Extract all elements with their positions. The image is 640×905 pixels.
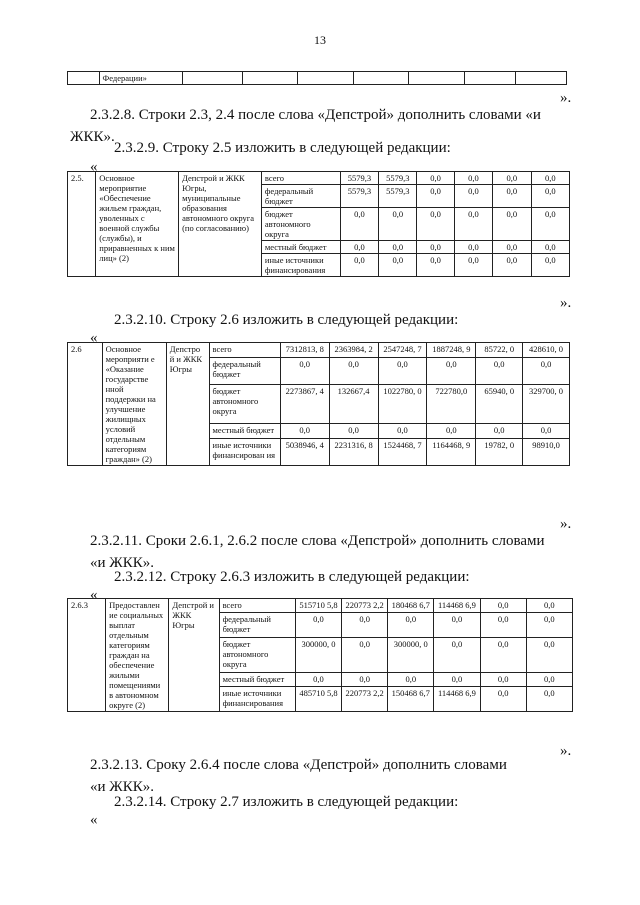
table-row <box>68 599 573 613</box>
value-cell: 0,0 <box>340 254 378 277</box>
value-cell: 0,0 <box>493 241 531 254</box>
value-cell: 0,0 <box>493 254 531 277</box>
funding-source-cell: иные источники финансирования <box>219 687 295 712</box>
value-cell: 0,0 <box>523 423 570 438</box>
closing-quote: ». <box>560 743 572 759</box>
value-cell: 220773 2,2 <box>342 687 388 712</box>
opening-quote: « <box>90 159 98 175</box>
value-cell: 5579,3 <box>340 172 378 185</box>
value-cell: 0,0 <box>342 673 388 687</box>
value-cell: 0,0 <box>454 208 492 241</box>
value-cell: 2363984, 2 <box>329 343 378 358</box>
table-row-2-5 <box>67 171 570 277</box>
value-cell: 65940, 0 <box>476 385 523 424</box>
paragraph-2-3-2-11: 2.3.2.11. Сроки 2.6.1, 2.6.2 после слова «Депстрой» дополнить словами «и ЖКК». <box>90 533 545 571</box>
executor-cell: Депстро й и ЖКК Югры <box>166 343 209 466</box>
value-cell: 0,0 <box>417 254 454 277</box>
value-cell: 0,0 <box>434 612 480 637</box>
value-cell: 0,0 <box>454 254 492 277</box>
value-cell: 300000, 0 <box>295 637 341 673</box>
value-cell: 5038946, 4 <box>280 439 329 466</box>
page-number: 13 <box>314 33 326 47</box>
value-cell: 1887248, 9 <box>427 343 476 358</box>
funding-source-cell: местный бюджет <box>219 673 295 687</box>
value-cell: 0,0 <box>417 172 454 185</box>
value-cell: 0,0 <box>280 423 329 438</box>
paragraph-2-3-2-10: 2.3.2.10. Строку 2.6 изложить в следующей редакции: <box>114 312 459 328</box>
table-row-2-6-3 <box>67 598 573 712</box>
value-cell: 220773 2,2 <box>342 599 388 613</box>
value-cell: 0,0 <box>379 208 417 241</box>
value-cell: 0,0 <box>342 612 388 637</box>
value-cell: 5579,3 <box>379 172 417 185</box>
row-number-cell: 2.6 <box>68 343 103 466</box>
value-cell: 0,0 <box>280 358 329 385</box>
value-cell: 0,0 <box>295 612 341 637</box>
value-cell: 132667,4 <box>329 385 378 424</box>
value-cell: 300000, 0 <box>388 637 434 673</box>
value-cell: 0,0 <box>480 637 526 673</box>
funding-source-cell: местный бюджет <box>209 423 280 438</box>
paragraph-2-3-2-8: 2.3.2.8. Строки 2.3, 2.4 после слова «Депстрой» дополнить словами «и ЖКК». <box>70 107 541 145</box>
value-cell: 0,0 <box>476 423 523 438</box>
funding-source-cell: иные источники финансирования <box>261 254 340 277</box>
value-cell: 0,0 <box>378 358 427 385</box>
measure-name-cell: Предоставлен ие социальных выплат отдельным категориям граждан на обеспечение жилыми помещениями в автономном округе (2) <box>106 599 169 712</box>
table-row <box>68 343 570 358</box>
value-cell: 0,0 <box>434 673 480 687</box>
value-cell: 0,0 <box>388 673 434 687</box>
value-cell: 0,0 <box>329 358 378 385</box>
table-cell: Федерации» <box>99 72 183 85</box>
value-cell: 722780,0 <box>427 385 476 424</box>
value-cell: 0,0 <box>493 185 531 208</box>
measure-name-cell: Основное мероприятие «Обеспечение жильем граждан, уволенных с военной службы (службы), и приравненных к ним лиц» (2) <box>96 172 179 277</box>
paragraph-2-3-2-9: 2.3.2.9. Строку 2.5 изложить в следующей редакции: <box>114 140 451 156</box>
value-cell: 329700, 0 <box>523 385 570 424</box>
measure-name-cell: Основное мероприяти е «Оказание государстве нной поддержки на улучшение жилищных условий отдельным категориям граждан» (2) <box>102 343 166 466</box>
value-cell: 0,0 <box>493 172 531 185</box>
table-row <box>68 72 567 85</box>
table-fragment <box>67 71 567 85</box>
value-cell: 0,0 <box>329 423 378 438</box>
value-cell: 0,0 <box>379 241 417 254</box>
funding-source-cell: федеральный бюджет <box>219 612 295 637</box>
value-cell: 180468 6,7 <box>388 599 434 613</box>
value-cell: 1524468, 7 <box>378 439 427 466</box>
row-number-cell: 2.5. <box>68 172 96 277</box>
funding-source-cell: бюджет автономного округа <box>209 385 280 424</box>
value-cell: 0,0 <box>476 358 523 385</box>
value-cell: 85722, 0 <box>476 343 523 358</box>
value-cell: 0,0 <box>531 172 569 185</box>
value-cell: 0,0 <box>526 687 572 712</box>
value-cell: 0,0 <box>480 599 526 613</box>
value-cell: 1022780, 0 <box>378 385 427 424</box>
value-cell: 0,0 <box>454 172 492 185</box>
value-cell: 0,0 <box>417 208 454 241</box>
paragraph-2-3-2-12: 2.3.2.12. Строку 2.6.3 изложить в следующей редакции: <box>114 569 470 585</box>
value-cell: 98910,0 <box>523 439 570 466</box>
value-cell: 2273867, 4 <box>280 385 329 424</box>
value-cell: 114468 6,9 <box>434 599 480 613</box>
value-cell: 0,0 <box>531 254 569 277</box>
value-cell: 0,0 <box>434 637 480 673</box>
value-cell: 0,0 <box>417 185 454 208</box>
closing-quote: ». <box>560 295 572 311</box>
value-cell: 0,0 <box>342 637 388 673</box>
table-row-2-6 <box>67 342 570 466</box>
value-cell: 0,0 <box>379 254 417 277</box>
value-cell: 0,0 <box>417 241 454 254</box>
value-cell: 0,0 <box>526 612 572 637</box>
funding-source-cell: местный бюджет <box>261 241 340 254</box>
closing-quote: ». <box>560 90 572 106</box>
value-cell: 0,0 <box>531 185 569 208</box>
value-cell: 2231316, 8 <box>329 439 378 466</box>
value-cell: 0,0 <box>480 687 526 712</box>
value-cell: 0,0 <box>340 241 378 254</box>
value-cell: 0,0 <box>378 423 427 438</box>
funding-source-cell: всего <box>209 343 280 358</box>
executor-cell: Депстрой и ЖКК Югры <box>169 599 219 712</box>
value-cell: 7312813, 8 <box>280 343 329 358</box>
value-cell: 0,0 <box>531 241 569 254</box>
paragraph-2-3-2-14: 2.3.2.14. Строку 2.7 изложить в следующей редакции: <box>114 794 459 810</box>
value-cell: 0,0 <box>454 241 492 254</box>
value-cell: 2547248, 7 <box>378 343 427 358</box>
row-number-cell: 2.6.3 <box>68 599 106 712</box>
value-cell: 0,0 <box>523 358 570 385</box>
value-cell: 0,0 <box>493 208 531 241</box>
value-cell: 428610, 0 <box>523 343 570 358</box>
executor-cell: Депстрой и ЖКК Югры, муниципальные образования автономного округа (по согласованию) <box>179 172 262 277</box>
value-cell: 1164468, 9 <box>427 439 476 466</box>
value-cell: 515710 5,8 <box>295 599 341 613</box>
funding-source-cell: федеральный бюджет <box>209 358 280 385</box>
value-cell: 5579,3 <box>379 185 417 208</box>
value-cell: 0,0 <box>531 208 569 241</box>
value-cell: 150468 6,7 <box>388 687 434 712</box>
value-cell: 0,0 <box>480 612 526 637</box>
value-cell: 0,0 <box>388 612 434 637</box>
closing-quote: ». <box>560 516 572 532</box>
funding-source-cell: всего <box>219 599 295 613</box>
table-row <box>68 172 570 185</box>
value-cell: 19782, 0 <box>476 439 523 466</box>
paragraph-2-3-2-13: 2.3.2.13. Сроку 2.6.4 после слова «Депстрой» дополнить словами «и ЖКК». <box>90 757 507 795</box>
value-cell: 0,0 <box>526 637 572 673</box>
funding-source-cell: бюджет автономного округа <box>261 208 340 241</box>
value-cell: 0,0 <box>526 673 572 687</box>
value-cell: 0,0 <box>340 208 378 241</box>
value-cell: 0,0 <box>427 423 476 438</box>
value-cell: 114468 6,9 <box>434 687 480 712</box>
funding-source-cell: всего <box>261 172 340 185</box>
value-cell: 0,0 <box>454 185 492 208</box>
opening-quote: « <box>90 587 98 603</box>
value-cell: 0,0 <box>295 673 341 687</box>
value-cell: 0,0 <box>526 599 572 613</box>
value-cell: 0,0 <box>480 673 526 687</box>
funding-source-cell: федеральный бюджет <box>261 185 340 208</box>
funding-source-cell: иные источники финансирован ия <box>209 439 280 466</box>
value-cell: 485710 5,8 <box>295 687 341 712</box>
value-cell: 5579,3 <box>340 185 378 208</box>
value-cell: 0,0 <box>427 358 476 385</box>
opening-quote: « <box>90 330 98 346</box>
opening-quote: « <box>90 812 98 828</box>
funding-source-cell: бюджет автономного округа <box>219 637 295 673</box>
